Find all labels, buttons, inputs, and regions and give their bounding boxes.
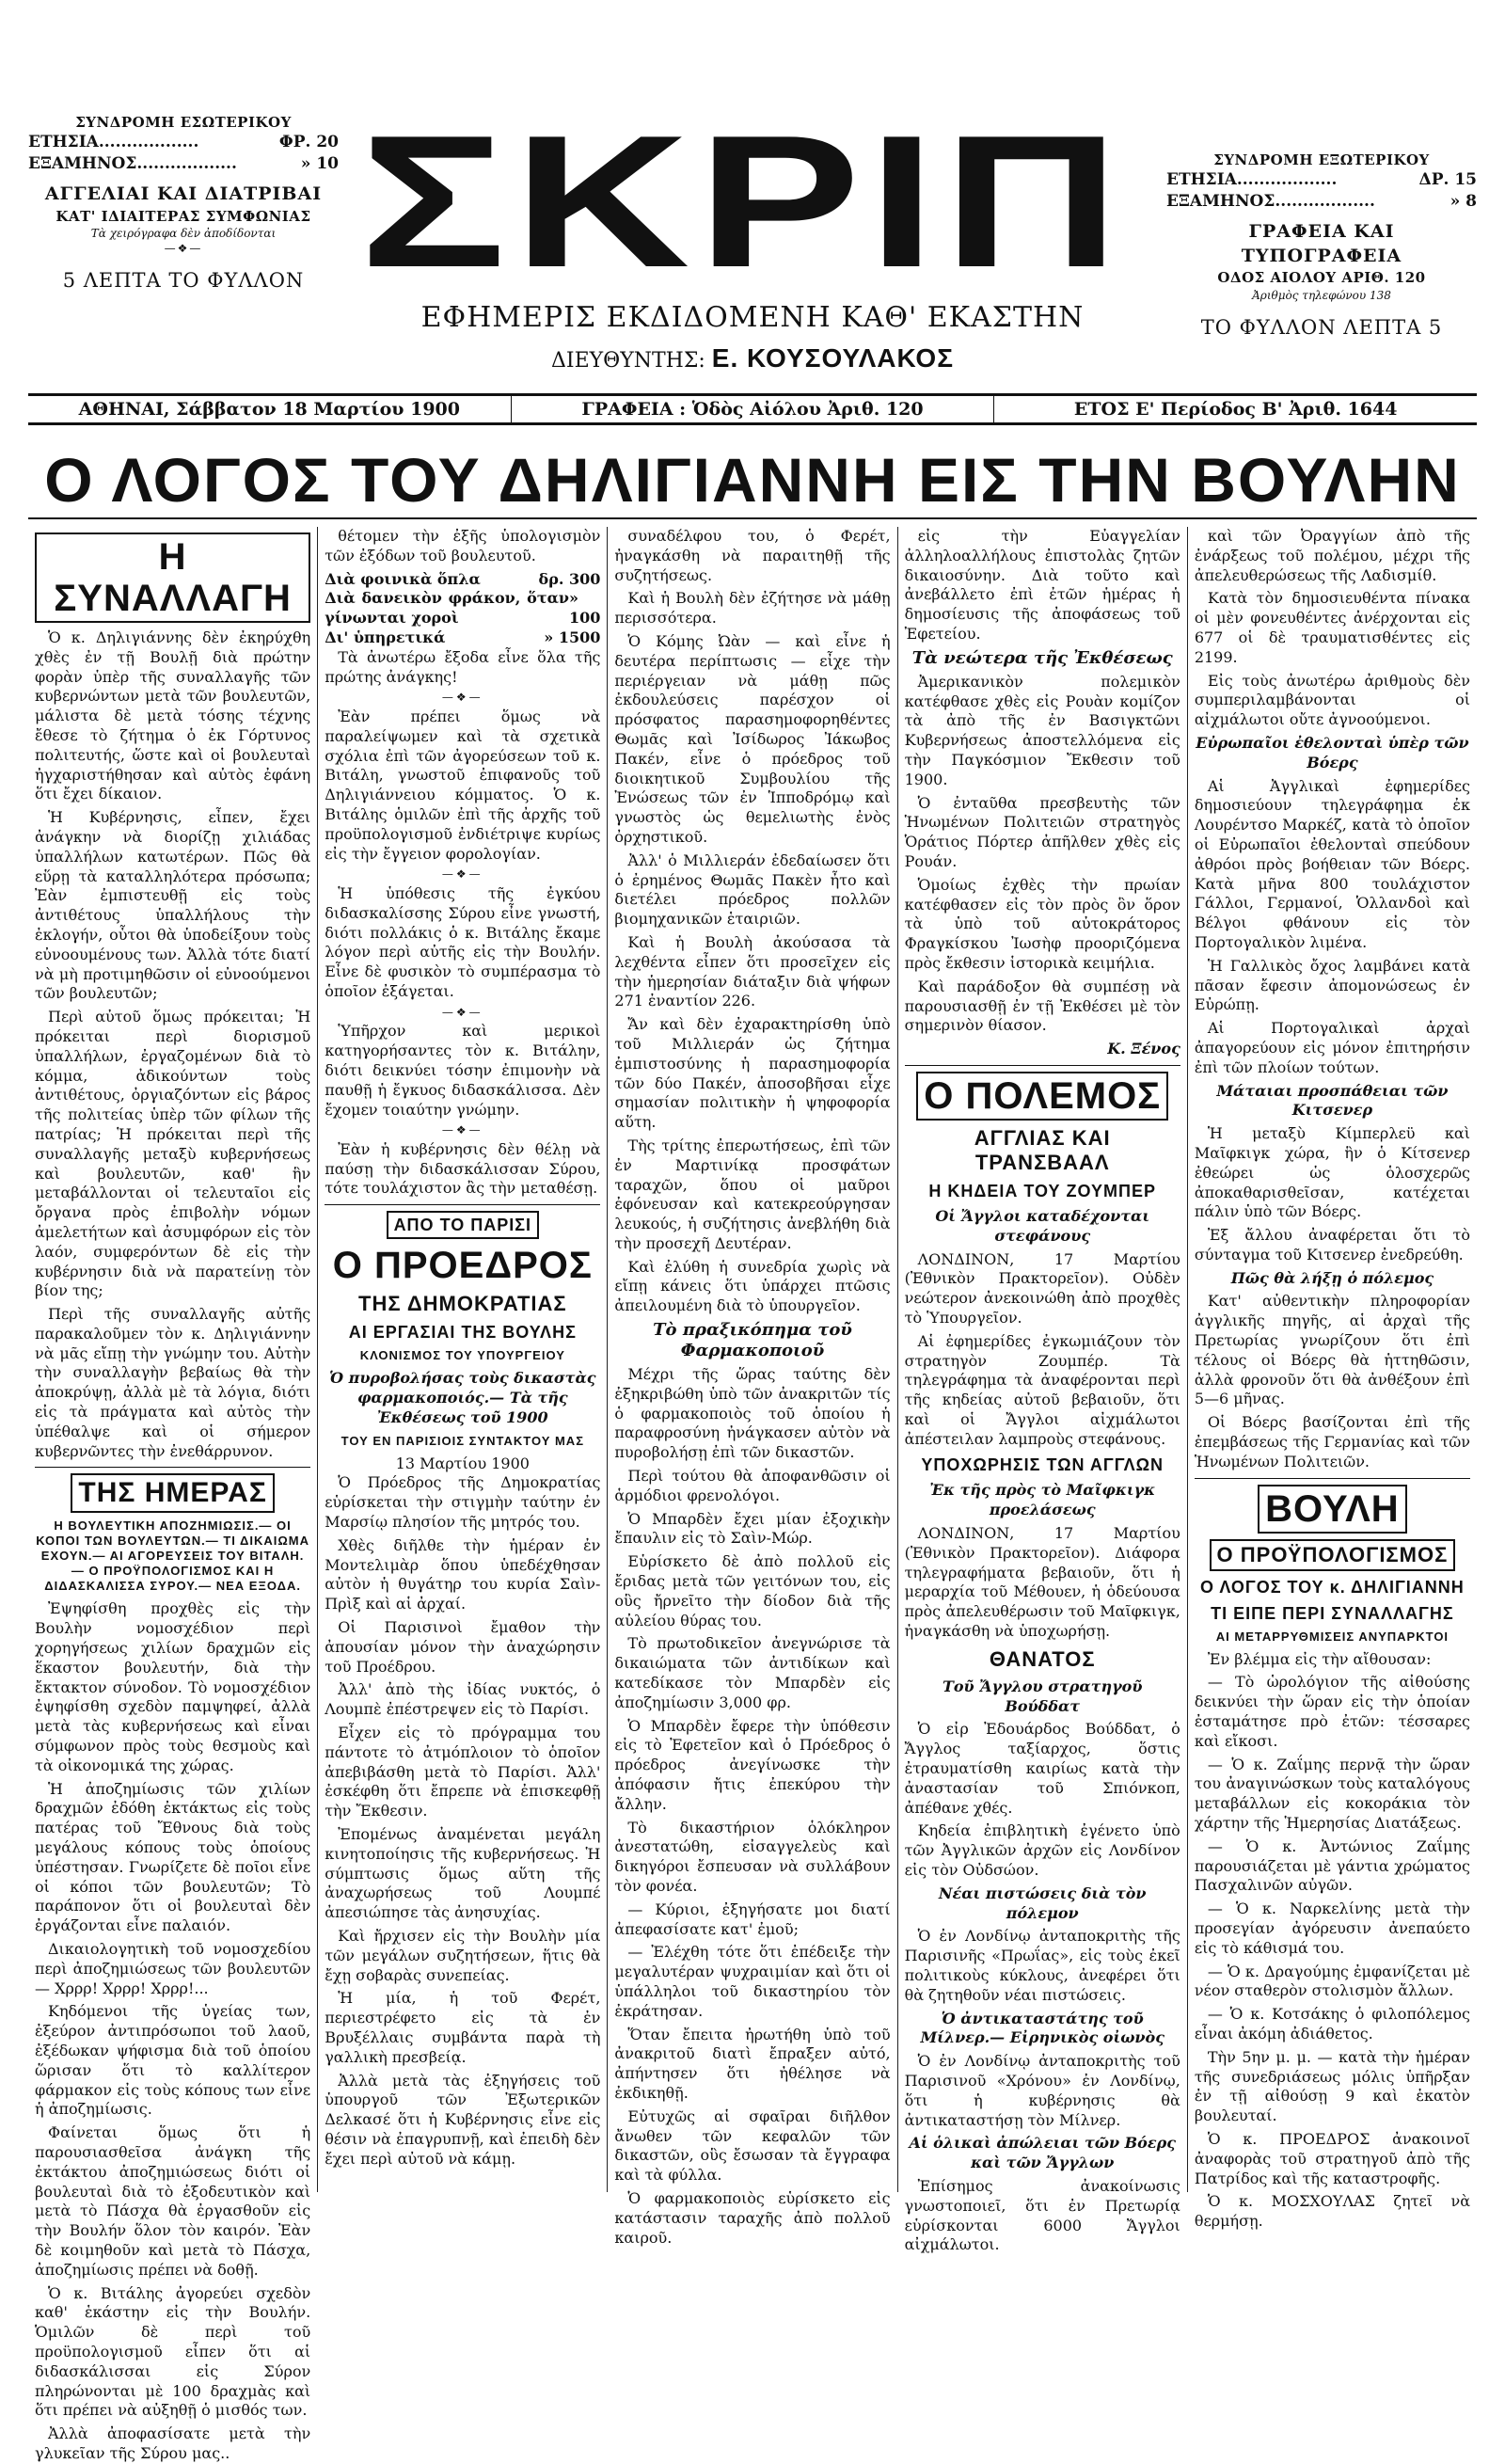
foreign-half-row [1166, 191, 1477, 213]
issue-price-right: ΤΟ ΦΥΛΛΟΝ ΛΕΠΤΑ 5 [1200, 315, 1443, 339]
article-title-democracy: ΤΗΣ ΔΗΜΟΚΡΑΤΙΑΣ [358, 1292, 567, 1316]
foreign-yearly-label: ΕΤΗΣΙΑ.................. [1166, 170, 1338, 190]
paragraph: Ἡ Κυβέρνησις, εἶπεν, ἔχει ἀνάγκην νὰ διορίζῃ χιλιάδας ὑπαλλήλων κατωτέρων. Πῶς θὰ εὕρῃ τὰ καταλληλότερα πρόσωπα; Ἐὰν ἐμπιστευθῇ εἰς τοὺς ἀντιθέτους ὑπαλλήλους τὴν ἐκλογήν, οὗτοι θὰ ὑποδείξουν τοὺς εὐνοουμένους των. Ἀλλὰ τότε διατί νὰ μὴ προτιμηθῶσιν οἱ εὐνοούμενοι τῶν βουλευτῶν; [35, 808, 311, 1003]
article-subtitle-war: ΑΓΓΛΙΑΣ ΚΑΙ ΤΡΑΝΣΒΑΑΛ [974, 1125, 1111, 1174]
column-4 [898, 527, 1188, 2254]
article-subtitle-synallagi: ΤΙ ΕΙΠΕ ΠΕΡΙ ΣΥΝΑΛΛΑΓΗΣ [1211, 1603, 1454, 1623]
paragraph: Ὁ Μπαρδὲν ἔφερε τὴν ὑπόθεσιν εἰς τὸ Ἐφετεῖον καὶ ὁ Πρόεδρος ὁ πρόεδρος ἀνεγίνωσκε τὴν ἀπόφασιν ἤτις ἐπεκύρου τὴν ἄλλην. [614, 1716, 891, 1813]
paragraph: Αἱ Πορτογαλικαὶ ἀρχαὶ ἀπαγορεύουν εἰς μόνον ἐπιτηρήσιν ἐπὶ τῶν πλοίων τούτων. [1194, 1019, 1471, 1076]
paragraph: Εἰς τοὺς ἀνωτέρω ἀριθμοὺς δὲν συμπεριλαμβάνονται οἱ αἰχμάλωτοι οὔτε ἀγνοούμενοι. [1194, 671, 1471, 729]
paragraph: Τὴς τρίτης ἐπερωτήσεως, ἐπὶ τῶν ἐν Μαρτινίκᾳ προσφάτων ταραχῶν, ὅπου οἱ μαῦροι ἐφόνευσαν καὶ κατεκρεούργησαν λευκούς, ἡ συζήτησις ἀνεβλήθη διὰ τὴν προσεχῆ Δευτέραν. [614, 1136, 891, 1252]
ornament-divider: —❖— [441, 867, 483, 882]
foreign-yearly-row [1166, 169, 1477, 191]
author-signature: Κ. Ξένος [1107, 1040, 1180, 1058]
divider [905, 1065, 1180, 1066]
paragraph: Ὁμοίως ἐχθὲς τὴν πρωίαν κατέφθασεν εἰς τὸν πρὸς ὃν ὅρον τὰ ὑπὸ τοῦ αὐτοκράτορος Φραγκίσκου Ἰωσὴφ προοριζόμενα πρὸς ἔκθεσιν ἱστορικὰ κειμήλια. [904, 875, 1180, 972]
section-title-tis-imeras: ΤΗΣ ΗΜΕΡΑΣ [35, 1473, 310, 1513]
paragraph: Κατὰ τὸν δημοσιευθέντα πίνακα οἱ μὲν φονευθέντες ἀνέρχονται εἰς 677 οἱ δὲ τραυματισθέντες εἰς 2199. [1194, 589, 1471, 666]
expense-line: Διὰ δανεικὸν φράκον, ὅταν γίνωνται χοροὶ » 100 [325, 589, 601, 628]
column-1 [28, 527, 318, 2462]
paragraph: Ἡ ἀποζημίωσις τῶν χιλίων δραχμῶν ἐδόθη ἐκτάκτως εἰς τοὺς πατέρας τοῦ Ἔθνους διὰ τοὺς μεγάλους κόπους τοὺς ὁποίους ὑπέστησαν. Γνωρίζετε δὲ ποῖοι εἶνε οἱ κόποι τῶν βουλευτῶν; Τὸ παράπονον ὅτι οἱ βουλευταὶ δὲν ἐργάζονται εἶνε παλαιόν. [35, 1779, 311, 1935]
paragraph: Εὑρίσκετο δὲ ἀπὸ πολλοῦ εἰς ἔριδας μετὰ τῶν γειτόνων του, εἰς οὓς ἤρνεῖτο τὴν δίοδον διὰ τῆς αὐλείου θύρας του. [614, 1552, 891, 1629]
paragraph: Ἐπίσημος ἀνακοίνωσις γνωστοποιεῖ, ὅτι ἐν Πρετωρίᾳ εὑρίσκονται 6000 Ἄγγλοι αἰχμάλωτοι. [904, 2176, 1180, 2254]
subsection-title: Μάταιαι προσπάθειαι τῶν Κιτσενερ [1216, 1081, 1449, 1120]
article-title-synallagi: Η ΣΥΝΑΛΛΑΓΗ [35, 533, 310, 623]
paragraph: Ὁ κ. ΜΟΣΧΟΥΛΑΣ ζητεῖ νὰ θερμήσῃ. [1194, 2192, 1471, 2231]
offices-title: ΓΡΑΦΕΙΑ ΚΑΙ ΤΥΠΟΓΡΑΦΕΙΑ [1241, 221, 1402, 266]
main-headline: Ο ΛΟΓΟΣ ΤΟΥ ΔΗΛΙΓΙΑΝΝΗ ΕΙΣ ΤΗΝ ΒΟΥΛΗΝ [28, 442, 1477, 519]
ornament-divider: —❖— [441, 1123, 483, 1137]
divider [1195, 1478, 1470, 1479]
paragraph: Καὶ ἡ Βουλὴ δὲν ἐζήτησε νὰ μάθῃ περισσότερα. [614, 589, 891, 628]
paragraph: Περὶ τῆς συναλλαγῆς αὐτῆς παρακαλοῦμεν τὸν κ. Δηλιγιάννην νὰ μᾶς εἴπῃ τὴν γνώμην του. Αὐτὴν τὴν συναλλαγὴν βεβαίως θὰ τὴν ἀποκρύψῃ, ἀλλὰ μὲ τὰ λόγια, διότι εἰς τὰ πράγματα καὶ αὐτὸς τὴν ὑπέθαλψε καὶ οἱ σήμερον κυβερνῶντες τὴν ἐνεθάρρυνον. [35, 1305, 311, 1460]
column-3 [608, 527, 897, 2247]
paragraph: Ἐν βλέμμα εἰς τὴν αἴθουσαν: [1207, 1649, 1432, 1668]
article-subtitle-works: ΑΙ ΕΡΓΑΣΙΑΙ ΤΗΣ ΒΟΥΛΗΣ [348, 1323, 577, 1343]
paragraph: Ὁ κ. ΠΡΟΕΔΡΟΣ ἀνακοινοῖ ἀναφορὰς τοῦ στρατηγοῦ ἀπὸ τῆς Πατρίδος καὶ τῆς καταστροφῆς. [1194, 2129, 1471, 2187]
masthead-right-box [1166, 151, 1477, 341]
paragraph: Ἡ ὑπόθεσις τῆς ἐγκύου διδασκαλίσσης Σύρου εἶνε γνωστή, διότι πολλάκις ὁ κ. Βιτάλης ἔκαμε λόγον περὶ αὐτῆς εἰς τὴν Βουλήν. Εἶνε δὲ φυσικὸν τὸ συμπέρασμα τὸ ὁποῖον ἐξάγεται. [325, 883, 601, 1000]
paragraph: Ὁ ἐνταῦθα πρεσβευτὴς τῶν Ἡνωμένων Πολιτειῶν στρατηγὸς Ὁράτιος Πόρτερ ἀπῆλθεν χθὲς εἰς Ρουάν. [904, 793, 1180, 870]
from-paris-label: ΑΠΟ ΤΟ ΠΑΡΙΣΙ [325, 1211, 600, 1239]
ornament-divider: —❖— [441, 1005, 483, 1019]
paragraph: — Ὁ κ. Ναρκελίνης μετὰ τὴν προσεγίαν ἀγόρευσιν ἀνεπαύετο εἰς τὸ κάθισμά του. [1194, 1900, 1471, 1957]
paragraph: Οἱ Βόερς βασίζονται ἐπὶ τῆς ἐπεμβάσεως τῆς Γερμανίας καὶ τῶν Ἡνωμένων Πολιτειῶν. [1194, 1413, 1471, 1470]
foreign-subscription-title: ΣΥΝΔΡΟΜΗ ΕΞΩΤΕΡΙΚΟΥ [1213, 151, 1430, 168]
article-title-boule: ΒΟΥΛΗ [1195, 1485, 1470, 1534]
subsection-title: Οἱ Ἄγγλοι καταδέχονται στεφάνους [935, 1206, 1150, 1245]
subsection-subtitle: Ἐκ τῆς πρὸς τὸ Μαῖφκιγκ προελάσεως [929, 1481, 1156, 1519]
divider [35, 1467, 310, 1468]
paragraph: Ὁ ἐν Λονδίνῳ ἀνταποκριτὴς τοῦ Παρισινοῦ «Χρόνου» ἐν Λονδίνῳ, ὅτι ἡ κυβέρνησις θὰ ἀντικαταστήσῃ τὸν Μίλνερ. [904, 2052, 1180, 2129]
yearly-price: ΦΡ. 20 [278, 133, 339, 152]
newspaper-logo: ΣΚΡΙΠ [358, 97, 1128, 307]
ornament-divider: —❖— [441, 691, 483, 705]
paragraph: Ὅταν ἔπειτα ἠρωτήθη ὑπὸ τοῦ ἀνακριτοῦ διατὶ ἔπραξεν αὐτό, ἀπήντησεν ὅτι ἠθέλησε νὰ ἐκδικηθῇ. [614, 2025, 891, 2102]
article-subtitle-deligiannis: Ο ΛΟΓΟΣ ΤΟΥ κ. ΔΗΛΙΓΙΑΝΝΗ [1200, 1577, 1465, 1597]
paragraph: Ὑπῆρχον καὶ μερικοὶ κατηγορήσαντες τὸν κ. Βιτάλην, διότι δεικνύει τόσην ἐπιμονὴν νὰ παυθῇ ἡ ἔγκυος διδασκάλισσα. Δὲν ἔχομεν τοιαύτην γνώμην. [325, 1022, 601, 1119]
paragraph: ΛΟΝΔΙΝΟΝ, 17 Μαρτίου (Ἐθνικὸν Πρακτορεῖον). Οὐδὲν νεώτερον ἀνεκοινώθη ἀπὸ προχθὲς τὸ Ὑπουργεῖον. [904, 1249, 1180, 1327]
article-subtitle-reforms: ΑΙ ΜΕΤΑΡΡΥΘΜΙΣΕΙΣ ΑΝΥΠΑΡΚΤΟΙ [1215, 1629, 1450, 1644]
expense-line: Δι' ὑπηρετικά » 1500 [325, 628, 601, 646]
paragraph: Αἱ Ἀγγλικαὶ ἐφημερίδες δημοσιεύουν τηλεγράφημα ἐκ Λουρέντσο Μαρκέζ, κατὰ τὸ ὁποῖον οἱ Εὐρωπαῖοι ἐθελονταὶ σπεύδουν ἀθρόοι πρὸς βοήθειαν τῶν Βόερς. Κατὰ μῆνα 800 τουλάχιστον Γάλλοι, Γερμανοί, Ὁλλανδοὶ καὶ Βέλγοι φθάνουν εἰς τὸν Πορτογαλικὸν λιμένα. [1194, 776, 1471, 951]
domestic-subscription-title: ΣΥΝΔΡΟΜΗ ΕΣΩΤΕΡΙΚΟΥ [75, 114, 292, 131]
subsection-title: Αἱ ὁλικαὶ ἀπώλειαι τῶν Βόερς καὶ τῶν Ἄγγλων [909, 2134, 1176, 2172]
paragraph: Τὰ ἀνωτέρω ἔξοδα εἶνε ὅλα τῆς πρώτης ἀνάγκης! [325, 647, 601, 686]
paragraph: Μέχρι τῆς ὥρας ταύτης δὲν ἐξηκριβώθη ὑπὸ τῶν ἀνακριτῶν τίς ὁ φαρμακοποιὸς τοῦ ὁποίου ἡ παραφροσύνη ἠνάγκασεν αὐτὸν νὰ πυροβολήσῃ ἐπὶ τῶν δικαστῶν. [614, 1365, 891, 1462]
paragraph: Ὁ Κόμης Ὠὰν — καὶ εἶνε ἡ δευτέρα περίπτωσις — εἶχε τὴν περιέργειαν νὰ μάθῃ πῶς ἐκδουλεύσεις παρέσχον οἱ πρόσφατος παρασημοφορηθέντες Θωμᾶς καὶ Ἰσίδωρος Ἰάκωβος Πακέν, εἶνε ὁ πρόεδρος τοῦ διοικητικοῦ Συμβουλίου τῆς Ἐνώσεως τῶν ἐν Ἱπποδρόμῳ καὶ γνωστὸς ὡς θεμελιωτὴς ἐνὸς ὀρχηστικοῦ. [614, 631, 891, 846]
correspondent-line: ΤΟΥ ΕΝ ΠΑΡΙΣΙΟΙΣ ΣΥΝΤΑΚΤΟΥ ΜΑΣ [341, 1433, 584, 1448]
paragraph: θέτομεν τὴν ἐξῆς ὑπολογισμὸν τῶν ἐξόδων τοῦ βουλευτοῦ. [325, 527, 601, 564]
paragraph: Καὶ ἐλύθη ἡ συνεδρία χωρὶς νὰ εἴπῃ κάνεις ὅτι ὑπάρχει πτῶσις ἀπειλουμένη διὰ τὸ ὑπουργεῖον. [614, 1257, 891, 1315]
paragraph: Τὴν 5ην μ. μ. — κατὰ τὴν ἡμέραν τῆς συνεδριάσεως μόλις ὑπῆρξαν ἐν τῇ αἰθούσῃ 9 καὶ ἑκατὸν βουλευταί. [1194, 2047, 1471, 2125]
paragraph: Κηδεία ἐπιβλητικὴ ἐγένετο ὑπὸ τῶν Ἀγγλικῶν ἀρχῶν εἰς Λονδίνον εἰς τὸν Οὐδσώον. [904, 1821, 1180, 1880]
ornament-divider: —❖— [164, 242, 203, 256]
paragraph: Καὶ ἤρχισεν εἰς τὴν Βουλὴν μία τῶν μεγάλων συζητήσεων, ἥτις θὰ ἔχῃ σοβαρὰς συνεπείας. [325, 1927, 601, 1984]
paragraph: Εἶχεν εἰς τὸ πρόγραμμα του πάντοτε τὸ ἀτμόπλοιον τὸ ὁποῖον ἀπεβιβάσθη μετὰ τὸ Παρίσι. Ἀλλ' ἐσκέφθη ὅτι ἔπρεπε νὰ ἐπισκεφθῇ τὴν Ἔκθεσιν. [325, 1724, 601, 1820]
half-yearly-label: ΕΞΑΜΗΝΟΣ.................. [28, 154, 237, 174]
paragraph: Αἱ ἐφημερίδες ἐγκωμιάζουν τὸν στρατηγὸν Ζουμπέρ. Τὰ τηλεγράφημα τὰ ἀναφέρονται περὶ τῆς κηδείας αὐτοῦ βεβαιοῦν, ὅτι καὶ οἱ Ἄγγλοι αἰχμάλωτοι ἀπέστειλαν λαμπροὺς στεφάνους. [904, 1331, 1180, 1448]
column-5 [1188, 527, 1477, 2231]
foreign-half-label: ΕΞΑΜΗΝΟΣ.................. [1166, 192, 1375, 212]
paragraph: Φαίνεται ὅμως ὅτι ἡ παρουσιασθεῖσα ἀνάγκη τῆς ἐκτάκτου ἀποζημιώσεως διότι οἱ βουλευταὶ διὰ τὸ ἐξοδευτικὸν καὶ μετὰ τὸ Πάσχα θὰ ἐργασθοῦν εἰς τὴν Βουλήν ὅλον τὸν καιρόν. Ἐὰν δὲ κοιμηθοῦν καὶ μετὰ τὸ Πάσχα, ἀποζημίωσις πρέπει νὰ δοθῇ. [35, 2123, 311, 2279]
paragraph: — Ὁ κ. Κοτσάκης ὁ φιλοπόλεμος εἶναι ἀκόμη ἀδιάθετος. [1194, 2005, 1471, 2043]
article-title-death: ΘΑΝΑΤΟΣ [989, 1646, 1096, 1671]
subsection-title: Τὰ νεώτερα τῆς Ἐκθέσεως [911, 647, 1173, 668]
paragraph: Τὸ πρωτοδικεῖον ἀνεγνώρισε τὰ δικαιώματα τῶν ἀντιδίκων καὶ κατεδίκασε τὸν Μπαρδὲν εἰς ἀποζημίωσιν 3,000 φρ. [614, 1634, 891, 1711]
paragraph: Ὁ φαρμακοποιὸς εὑρίσκετο εἰς κατάστασιν ταραχῆς ἀπὸ πολλοῦ καιροῦ. [614, 2188, 891, 2247]
paragraph: Ἐὰν ἡ κυβέρνησις δὲν θέλῃ νὰ παύσῃ τὴν διδασκάλισσαν Σύρου, τότε τουλάχιστον ἂς τὴν μεταθέσῃ. [325, 1139, 601, 1198]
office-address-line: ΓΡΑΦΕΙΑ : Ὁδὸς Αἰόλου Ἀριθ. 120 [512, 396, 995, 422]
paragraph: Ἡ Γαλλικὸς ὄχος λαμβάνει κατὰ πᾶσαν ἔφεσιν ἀπομονώσεως ἐν Εὐρώπῃ. [1194, 956, 1471, 1014]
paragraph: Εὐτυχῶς αἱ σφαῖραι διῆλθον ἄνωθεν τῶν κεφαλῶν τῶν δικαστῶν, οὓς ἔσωσαν τὰ ἔγγραφα καὶ τὰ φύλλα. [614, 2106, 891, 2185]
newspaper-tagline: ΕΦΗΜΕΡΙΣ ΕΚΔΙΔΟΜΕΝΗ ΚΑΘ' ΕΚΑΣΤΗΝ [420, 301, 1085, 334]
paragraph: Ἐπομένως ἀναμένεται μεγάλη κινητοποίησις τῆς κυβερνήσεως. Ἡ σύμπτωσις ὅμως αὕτη τῆς ἀναχωρήσεως τοῦ Λουμπέ ἀπεσιώπησε τὰς ἀνησυχίας. [325, 1825, 601, 1922]
paragraph: Ἐψηφίσθη προχθὲς εἰς τὴν Βουλὴν νομοσχέδιον περὶ χορηγήσεως χιλίων δραχμῶν εἰς ἕκαστον βουλευτήν, διὰ τὴν ἔκτακτον σύνοδον. Τὸ νομοσχέδιον ἐψηφίσθη σχεδὸν παμψηφεί, ἀλλὰ μετὰ τὰς κυβερνήσεως καὶ εἶναι σύμφωνον πρὸς τοὺς θεσμοὺς καὶ τὰ οἰκονομικά της χώρας. [35, 1599, 311, 1774]
paragraph: — Κύριοι, ἐξηγήσατε μοι διατί ἀπεφασίσατε κατ' ἐμοῦ; [614, 1900, 891, 1938]
paragraph: συναδέλφου του, ὁ Φερέτ, ἠναγκάσθη νὰ παραιτηθῇ τῆς συζητήσεως. [614, 527, 891, 584]
paragraph: — Ὁ κ. Ζαΐμης περνᾷ τὴν ὥραν του ἀναγινώσκων τοὺς καταλόγους μεταβάλλων εἰς κοκοράκια τὸν χάρτην τῆς Ἡμερησίας Διατάξεως. [1194, 1755, 1471, 1833]
manuscripts-note: Τὰ χειρόγραφα δὲν ἀποδίδονται [90, 227, 277, 241]
paragraph: Ἡ μεταξὺ Κίμπερλεϋ καὶ Μαῖφκιγκ χώρα, ἣν ὁ Κίτσενερ ἐθεώρει ὡς ὁλοσχερῶς ἀποκαθαρισθεῖσαν, κατέχεται πάλιν ὑπὸ τῶν Βόερς. [1194, 1124, 1471, 1221]
paragraph: Τὸ δικαστήριον ὁλόκληρον ἀνεστατώθη, εἰσαγγελεὺς καὶ δικηγόροι ἔσπευσαν νὰ συλλάβουν τὸν φονέα. [614, 1818, 891, 1895]
paragraph: Ὁ ἐν Λονδίνῳ ἀνταποκριτὴς τῆς Παρισινῆς «Πρωΐας», εἰς τοὺς ἐκεῖ πολιτικοὺς κύκλους, ἀνεφέρει ὅτι θὰ ζητηθοῦν νέαι πιστώσεις. [904, 1927, 1180, 2004]
paragraph: Ὁ Μπαρδὲν ἔχει μίαν ἐξοχικὴν ἔπαυλιν εἰς τὸ Σαὶν-Μώρ. [614, 1509, 891, 1548]
paragraph: Ὁ κ. Δηλιγιάννης δὲν ἐκηρύχθη χθὲς ἐν τῇ Βουλῇ διὰ πρώτην φορὰν ὑπὲρ τῆς συναλλαγῆς τῶν κυβερνώντων μετὰ τῶν βουλευτῶν, μάλιστα δὲ μετὰ τόσης τέχνης ἔθεσε τὸ ζήτημα ὁ ἐκ Γόρτυνος πολιτευτής, ὥστε καὶ οἱ βουλευταὶ ἠγχαριστήθησαν καὶ αὐτὸς ἐφάνη ὅτι ἔχει δίκαιον. [35, 628, 311, 803]
subsection-title: Νέαι πιστώσεις διὰ τὸν πόλεμον [938, 1884, 1147, 1922]
paragraph: Ὁ κ. Βιτάλης ἀγορεύει σχεδὸν καθ' ἑκάστην εἰς τὴν Βουλήν. Ὁμιλῶν δὲ περὶ τοῦ προϋπολογισμοῦ εἶπεν ὅτι αἱ διδασκάλισσαι εἰς Σύρον πληρώνονται μὲ 100 δραχμὰς καὶ ὅτι πρέπει νὰ αὐξηθῇ ὁ μισθός των. [35, 2283, 311, 2420]
director-label: ΔΙΕΥΘΥΝΤΗΣ: [551, 349, 705, 373]
subsection-subtitle: Τοῦ Ἄγγλου στρατηγοῦ Βούδδατ [942, 1677, 1143, 1715]
paragraph: Δικαιολογητικὴ τοῦ νομοσχεδίου περὶ ἀποζημιώσεως τῶν βουλευτῶν — Χρρρ! Χρρρ! Χρρρ!... [35, 1940, 311, 1997]
subsection-title: Πῶς θὰ λήξῃ ὁ πόλεμος [1230, 1268, 1434, 1287]
paragraph: Ἄν καὶ δὲν ἐχαρακτηρίσθη ὑπὸ τοῦ Μιλλιεράν ὡς ζήτημα ἐμπιστοσύνης ἡ παρασημοφορία τῶν δύο Πακέν, ἀποσοβῆσαι εἶχε σημασίαν πολιτικὴν ἡ ψηφοφορία αὕτη. [614, 1015, 891, 1132]
phone-number: Ἀριθμὸς τηλεφώνου 138 [1252, 288, 1391, 302]
paragraph: Κατ' αὐθεντικὴν πληροφορίαν ἀγγλικῆς πηγῆς, αἱ ἀρχαὶ τῆς Πρετωρίας γνωρίζουν ὅτι ἐπὶ τέλους οἱ Βόερς θὰ ἡττηθῶσιν, ἀλλὰ φρονοῦν ὅτι θὰ ἀνθέξουν ἐπὶ 5—6 μῆνας. [1194, 1292, 1471, 1408]
expense-line: Διὰ φοινικὰ ὅπλα δρ. 300 [325, 569, 601, 588]
ads-note: ΚΑΤ' ΙΔΙΑΙΤΕΡΑΣ ΣΥΜΦΩΝΙΑΣ [55, 207, 311, 225]
foreign-yearly-price: ΔΡ. 15 [1418, 170, 1477, 190]
subsection-title: ΥΠΟΧΩΡΗΣΙΣ ΤΩΝ ΑΓΓΛΩΝ [921, 1455, 1164, 1475]
paragraph: — Ὁ κ. Ἀντώνιος Ζαΐμης παρουσιάζεται μὲ γάντια χρώματος Πασχαλινῶν αὐγῶν. [1194, 1836, 1471, 1895]
paragraph: Ὁ Πρόεδρος τῆς Δημοκρατίας εὑρίσκεται τὴν στιγμὴν ταύτην ἐν Μαρσίῳ πλησίον τῆς μητρός του. [325, 1473, 601, 1532]
paragraph: καὶ τῶν Ὀραγγίων ἀπὸ τῆς ἐνάρξεως τοῦ πολέμου, μέχρι τῆς ἀπελευθερώσεως τῆς Λαδισμίθ. [1194, 527, 1471, 584]
dispatch-date: 13 Μαρτίου 1900 [395, 1454, 530, 1472]
article-title-budget: Ο ΠΡΟΫΠΟΛΟΓΙΣΜΟΣ [1195, 1539, 1470, 1571]
column-2 [318, 527, 608, 2192]
article-columns [28, 527, 1477, 2462]
paragraph: εἰς τὴν Εὐαγγελίαν ἀλληλοαλλήλους ἐπιστολὰς ζητῶν δικαιοσύνην. Διὰ τοῦτο καὶ ἀνεβάλλετο ἐπὶ ἐτῶν ἡμέρας ἡ δημοσίευσις τῆς ἀποφάσεως τοῦ Ἐφετείου. [904, 527, 1180, 643]
article-subtitle-funeral: Η ΚΗΔΕΙΑ ΤΟΥ ΖΟΥΜΠΕΡ [928, 1181, 1157, 1200]
issue-price-left: 5 ΛΕΠΤΑ ΤΟ ΦΥΛΛΟΝ [62, 269, 305, 293]
paragraph: Ἐὰν πρέπει ὅμως νὰ παραλείψωμεν καὶ τὰ σχετικὰ σχόλια ἐπὶ τῶν ἀγορεύσεων τοῦ κ. Βιτάλη, γνωστοῦ ἐπιφανοῦς τοῦ Δηλιγιάννειου κόμματος. Ὁ κ. Βιτάλης ὁμιλῶν ἐπὶ τῆς ἀρχῆς τοῦ προϋπολογισμοῦ ἐνδιέτριψε κυρίως εἰς τὴν ἔγγειον φορολογίαν. [325, 707, 601, 863]
subsection-title: Εὐρωπαῖοι ἐθελονταὶ ὑπὲρ τῶν Βόερς [1196, 733, 1469, 771]
paragraph: ΛΟΝΔΙΝΟΝ, 17 Μαρτίου (Ἐθνικὸν Πρακτορεῖον). Διάφορα τηλεγραφήματα βεβαιοῦν, ὅτι ἡ μεραρχία τοῦ Μέθουεν, ἡ ὁδεύουσα πρὸς ἀπελευθέρωσιν τοῦ Μαῖφκιγκ, ἠναγκάσθη νὰ ὑποχωρήσῃ. [904, 1524, 1180, 1641]
half-yearly-price: » 10 [300, 154, 339, 174]
director-name: Ε. ΚΟΥΣΟΥΛΑΚΟΣ [711, 343, 954, 373]
paragraph: Καὶ παράδοξον θὰ συμπέσῃ νὰ παρουσιασθῇ ἐν τῇ Ἐκθέσει μὲ τὸν σημερινὸν θίασον. [904, 977, 1180, 1035]
ads-title: ΑΓΓΕΛΙΑΙ ΚΑΙ ΔΙΑΤΡΙΒΑΙ [44, 183, 323, 205]
paragraph: Ἡ μία, ἡ τοῦ Φερέτ, περιεστρέφετο εἰς τὰ ἐν Βρυξέλλαις συμβάντα παρὰ τὴ γαλλικὴ πρεσβείᾳ. [325, 1989, 601, 2066]
yearly-label: ΕΤΗΣΙΑ.................. [28, 133, 199, 152]
paragraph: Κηδόμενοι τῆς ὑγείας των, ἐξεύρον ἀντιπρόσωποι τοῦ λαοῦ, ἐξέδωκαν ψήφισμα διὰ τοῦ ὁποίου ὥρισαν ὅτι τὸ καλλίτερον φάρμακον εἰς τοὺς κόπους των εἶνε ἡ ἀποζημίωσις. [35, 2002, 311, 2119]
dateline-bar [28, 393, 1477, 425]
issue-date: ΑΘΗΝΑΙ, Σάββατον 18 Μαρτίου 1900 [28, 396, 512, 422]
masthead [28, 38, 1477, 420]
foreign-half-price: » 8 [1450, 192, 1477, 212]
paragraph: Ἐξ ἄλλου ἀναφέρεται ὅτι τὸ σύνταγμα τοῦ Κιτσενερ ἐνεδρεύθη. [1194, 1226, 1471, 1264]
newspaper-page [28, 38, 1477, 2462]
paragraph: Χθὲς διῆλθε τὴν ἡμέραν ἐν Μοντελιμὰρ ὅπου ὑπεδέχθησαν αὐτὸν ἡ θυγάτηρ του κυρία Σαὶν-Πρὶξ καὶ αἱ ἀρχαί. [325, 1535, 601, 1614]
director-line [339, 343, 1166, 374]
paragraph: Περὶ τούτου θὰ ἀποφανθῶσιν οἱ ἁρμόδιοι φρενολόγοι. [614, 1467, 891, 1504]
issue-number: ΕΤΟΣ Ε' Περίοδος Β' Ἀριθ. 1644 [1073, 399, 1398, 420]
paragraph: — Ὁ κ. Δραγούμης ἐμφανίζεται μὲ νέον σταθερὸν στολισμὸν ἄλλων. [1194, 1962, 1471, 2000]
subsection-title: Ὁ ἀντικαταστάτης τοῦ Μίλνερ.— Εἰρηνικὸς οἰωνὸς [920, 2009, 1164, 2047]
paragraph: Ὁ εἰρ Ἐδουάρδος Βούδδατ, ὁ Ἄγγλος ταξίαρχος, ὅστις ἐτραυματίσθη καιρίως κατὰ τὴν ἀναστασίαν τοῦ Σπιόνκοπ, ἀπέθανε χθές. [904, 1720, 1180, 1817]
paragraph: Ἀλλ' ὁ Μιλλιεράν ἐδεδαίωσεν ὅτι ὁ ἐρημένος Θωμᾶς Πακὲν ἦτο καὶ διετέλει πρόεδρος πολλῶν βιομηχανικῶν ἑταιριῶν. [614, 850, 891, 929]
paragraph: Ἀλλὰ ἀποφασίσατε μετὰ τὴν γλυκεῖαν τῆς Σύρου μας.. [35, 2424, 311, 2462]
subsection-title: Τὸ πραξικόπημα τοῦ Φαρμακοποιοῦ [653, 1320, 852, 1361]
article-subtitle-minister: ΚΛΟΝΙΣΜΟΣ ΤΟΥ ΥΠΟΥΡΓΕΙΟΥ [359, 1348, 565, 1363]
office-address: ΟΔΟΣ ΑΙΟΛΟΥ ΑΡΙΘ. 120 [1217, 269, 1426, 287]
paragraph: Περὶ αὐτοῦ ὅμως πρόκειται; Ἡ πρόκειται περὶ διορισμοῦ ὑπαλλήλων, ἐργαζομένων διὰ τὸ κόμμα, ἀδικούντων τοὺς ἀντιθέτους, ὀργιαζόντων εἰς βάρος τῆς πολιτείας ὑπὲρ τῶν φίλων τῆς πατρίας; Ἡ πρόκειται περὶ τῆς συναλλαγῆς μεταξὺ κυβερνήσεως καὶ βουλευτῶν, καθ' ἣν μεταβάλλονται οἱ τελευταῖοι εἰς ὄργανα πρὸς ἐπιβολὴν νόμων ἀμελετήτων καὶ ἀσυμφόρων εἰς τὸν λαόν, συμφερόντων δὲ εἰς τὴν κυβέρνησιν διὰ νὰ παρατείνῃ τὸν βίον της; [35, 1008, 311, 1300]
paragraph: Ἀλλὰ μετὰ τὰς ἐξηγήσεις τοῦ ὑπουργοῦ τῶν Ἐξωτερικῶν Δελκασέ ὅτι ἡ Κυβέρνησις εἶνε εἰς θέσιν νὰ ἐπαγρυπνῇ, καὶ ἐπειδὴ δὲν ἔχει περὶ αὐτοῦ νὰ κάμῃ. [325, 2071, 601, 2168]
article-title-war: Ο ΠΟΛΕΜΟΣ [905, 1072, 1180, 1121]
divider [325, 1204, 600, 1205]
article-subhead: Ὁ πυροβολήσας τοὺς δικαστὰς φαρμακοποιός.— Τὰ τῆς Ἐκθέσεως τοῦ 1900 [329, 1369, 596, 1426]
paragraph: — Τὸ ὡρολόγιον τῆς αἰθούσης δεικνύει τὴν ὥραν εἰς τὴν ὁποίαν ἐσταμάτησε πρὸ ἐτῶν: τέσσαρες καὶ εἴκοσι. [1194, 1673, 1471, 1750]
paragraph: — Ἐλέχθη τότε ὅτι ἐπέδειξε τὴν μεγαλυτέραν ψυχραιμίαν καὶ ὅτι οἱ ὑπάλληλοι τοῦ δικαστηρίου τὸν ἐκράτησαν. [614, 1943, 891, 2020]
paragraph: Ἀλλ' ἀπὸ τὴς ἰδίας νυκτός, ὁ Λουμπὲ ἐπέστρεψεν εἰς τὸ Παρίσι. [325, 1680, 601, 1719]
paragraph: Καὶ ἡ Βουλὴ ἀκούσασα τὰ λεχθέντα εἶπεν ὅτι προσεῖχεν εἰς τὴν ἡμερησίαν διάταξιν διὰ ψήφων 271 ἐναντίον 226. [614, 932, 891, 1010]
paragraph: Οἱ Παρισινοὶ ἔμαθον τὴν ἀπουσίαν μόνον τὴν ἀναχώρησιν τοῦ Προέδρου. [325, 1618, 601, 1676]
article-title-president: Ο ΠΡΟΕΔΡΟΣ [332, 1245, 593, 1287]
paragraph: Ἀμερικανικὸν πολεμικὸν κατέφθασε χθὲς εἰς Ρουὰν κομίζον τὰ ἀπὸ τῆς ἐν Βασιγκτῶνι Κυβερνήσεως ἀποστελλόμενα εἰς τὴν Παγκόσμιον Ἔκθεσιν τοῦ 1900. [904, 672, 1180, 788]
section-summary: Η ΒΟΥΛΕΥΤΙΚΗ ΑΠΟΖΗΜΙΩΣΙΣ.— ΟΙ ΚΟΠΟΙ ΤΩΝ ΒΟΥΛΕΥΤΩΝ.— ΤΙ ΔΙΚΑΙΩΜΑ ΕΧΟΥΝ.— ΑΙ ΑΓΟΡΕΥΣΕΙΣ ΤΟΥ ΒΙΤΑΛΗ.— Ο ΠΡΟΫΠΟΛΟΓΙΣΜΟΣ ΚΑΙ Η ΔΙΔΑΣΚΑΛΙΣΣΑ ΣΥΡΟΥ.— ΝΕΑ ΕΞΟΔΑ. [36, 1518, 309, 1594]
